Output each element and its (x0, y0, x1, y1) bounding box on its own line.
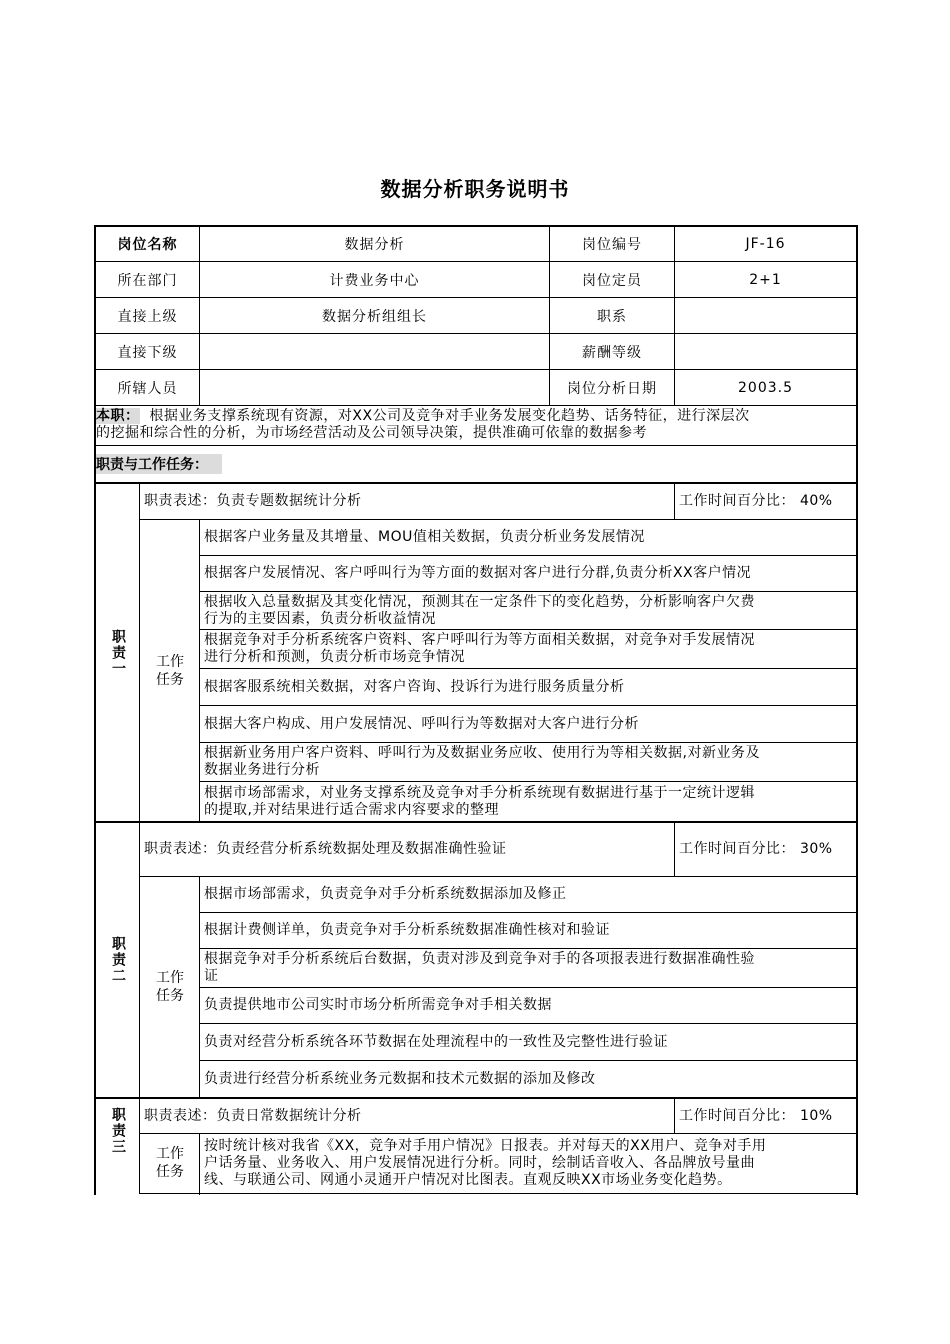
department-value: 计费业务中心 (329, 272, 420, 289)
superior-value: 数据分析组组长 (322, 308, 427, 325)
document-title: 数据分析职务说明书 (380, 177, 570, 201)
department-label: 所在部门 (117, 272, 178, 289)
tasks-header-row (96, 446, 856, 482)
duty-summary (96, 407, 856, 444)
responsibility-1-label: 职责一 (110, 629, 126, 677)
salary-grade-label: 薪酬等级 (582, 344, 642, 361)
responsibility-3-label: 职责三 (110, 1107, 126, 1155)
salary-grade-value (675, 334, 856, 369)
responsibility-2-percent: 工作时间百分比： 30% (679, 841, 833, 857)
duty-text-line2: 的挖掘和综合性的分析，为市场经营活动及公司领导决策，提供准确可依靠的数据参考 (96, 425, 647, 441)
r2-task-2: 根据计费侧详单，负责竞争对手分析系统数据准确性核对和验证 (204, 922, 610, 938)
position-name-value: 数据分析 (344, 236, 405, 253)
responsibility-3-work-task-label: 工作任务 (156, 1146, 184, 1180)
staff-label: 所辖人员 (117, 380, 178, 397)
subordinate-value (200, 334, 549, 369)
r2-task-1: 根据市场部需求，负责竞争对手分析系统数据添加及修正 (204, 886, 567, 902)
r1-task-6: 根据大客户构成、用户发展情况、呼叫行为等数据对大客户进行分析 (204, 715, 639, 732)
table-right-border (856, 225, 858, 1195)
superior-label: 直接上级 (117, 308, 178, 325)
r1-task-8: 根据市场部需求，对业务支撑系统及竞争对手分析系统现有数据进行基于一定统计逻辑 的提取,并对结果进行适合需求内容要求的整理 (204, 784, 755, 818)
r3-task-1: 按时统计核对我省《XX，竞争对手用户情况》日报表。并对每天的XX用户、竞争对手用 户话务量、业务收入、用户发展情况进行分析。同时，绘制话音收入、各品牌放号量曲 线、与联通公司、网通小灵通开户情况对比图表。直观反映XX市场业务变化趋势。 (204, 1137, 767, 1188)
job-series-label: 职系 (597, 308, 627, 325)
position-name-label: 岗位名称 (117, 236, 178, 253)
duty-label: 本职： (96, 408, 140, 424)
responsibility-1-desc: 职责表述：负责专题数据统计分析 (144, 493, 362, 509)
r2-task-4: 负责提供地市公司实时市场分析所需竞争对手相关数据 (204, 997, 552, 1013)
position-code-label: 岗位编号 (582, 236, 642, 253)
responsibility-2-work-task-label: 工作任务 (156, 970, 184, 1004)
table-bottom-partial (140, 1193, 857, 1194)
analysis-date-label: 岗位分析日期 (567, 380, 657, 397)
subordinate-label: 直接下级 (117, 344, 178, 361)
analysis-date-value: 2003.5 (738, 379, 793, 396)
r2-task-3: 根据竞争对手分析系统后台数据，负责对涉及到竞争对手的各项报表进行数据准确性验 证 (204, 951, 755, 984)
responsibility-3-desc: 职责表述：负责日常数据统计分析 (144, 1107, 362, 1124)
job-series-value (675, 298, 856, 333)
position-code-value: JF-16 (745, 235, 786, 252)
responsibility-3-percent: 工作时间百分比： 10% (679, 1107, 833, 1124)
duty-text-line1: 根据业务支撑系统现有资源，对XX公司及竞争对手业务发展变化趋势、话务特征，进行深层次 (149, 408, 750, 424)
r1-task-2: 根据客户发展情况、客户呼叫行为等方面的数据对客户进行分群,负责分析XX客户情况 (204, 565, 752, 581)
r2-task-6: 负责进行经营分析系统业务元数据和技术元数据的添加及修改 (204, 1070, 596, 1087)
responsibility-1-percent: 工作时间百分比： 40% (679, 493, 833, 509)
row-divider (95, 405, 857, 406)
r1-task-5: 根据客服系统相关数据，对客户咨询、投诉行为进行服务质量分析 (204, 678, 625, 695)
r1-task-4: 根据竞争对手分析系统客户资料、客户呼叫行为等方面相关数据，对竞争对手发展情况 进行分析和预测，负责分析市场竞争情况 (204, 632, 755, 665)
responsibility-2-desc: 职责表述：负责经营分析系统数据处理及数据准确性验证 (144, 841, 507, 857)
responsibility-2-label: 职责二 (110, 936, 126, 984)
r2-task-5: 负责对经营分析系统各环节数据在处理流程中的一致性及完整性进行验证 (204, 1033, 668, 1050)
staff-value (200, 370, 549, 405)
r1-task-7: 根据新业务用户客户资料、呼叫行为及数据业务应收、使用行为等相关数据,对新业务及 数据业务进行分析 (204, 745, 760, 778)
tasks-header: 职责与工作任务： (96, 454, 222, 474)
quota-value: 2+1 (749, 271, 782, 288)
r1-task-3: 根据收入总量数据及其变化情况，预测其在一定条件下的变化趋势，分析影响客户欠费 行为的主要因素，负责分析收益情况 (204, 593, 755, 627)
r1-task-1: 根据客户业务量及其增量、MOU值相关数据，负责分析业务发展情况 (204, 529, 645, 545)
quota-label: 岗位定员 (582, 272, 642, 289)
responsibility-1-work-task-label: 工作任务 (156, 654, 184, 688)
